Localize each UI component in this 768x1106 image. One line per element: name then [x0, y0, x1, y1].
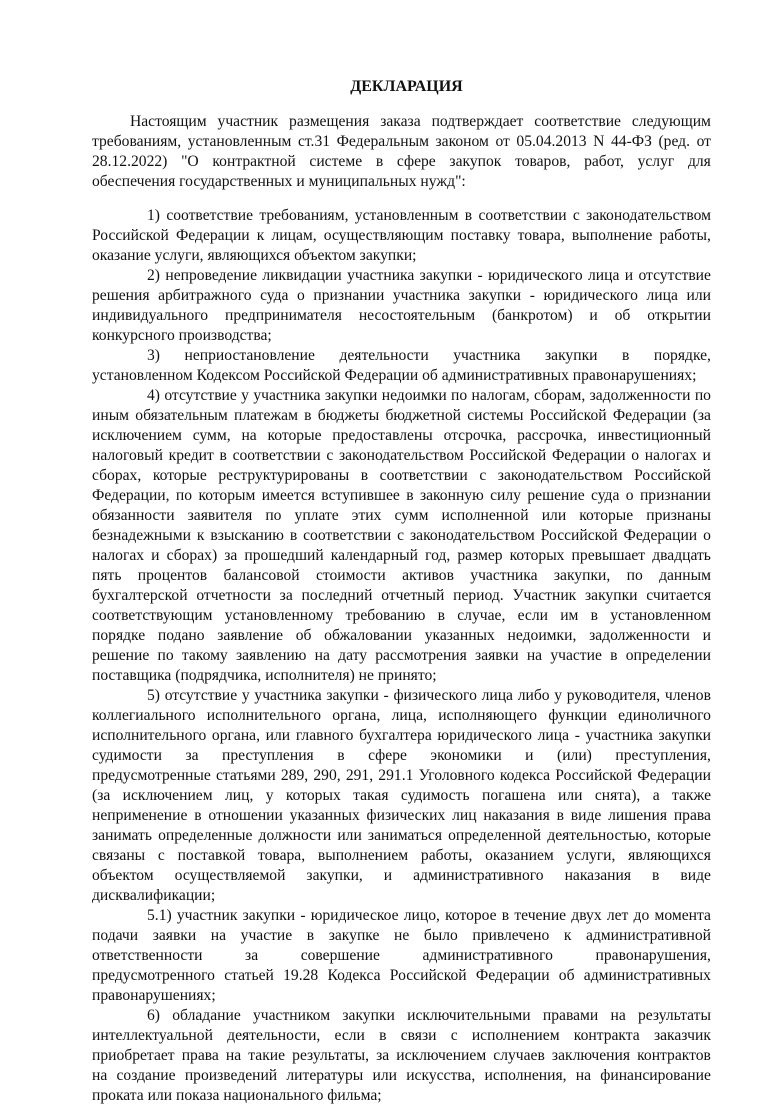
item-5	[92, 686, 711, 906]
text-line: иным обязательным платежам в бюджеты бюджетной системы Российской Федерации (за	[92, 407, 711, 424]
text-line: 5.1) участник закупки - юридическое лицо, которое в течение двух лет до момента	[147, 907, 711, 924]
text-line: предусмотренные статьями 289, 290, 291, 291.1 Уголовного кодекса Российской Федерации	[92, 767, 711, 784]
item-5-1	[92, 906, 711, 1006]
text-line: 2) непроведение ликвидации участника закупки - юридического лица и отсутствие	[147, 267, 711, 284]
document-title: ДЕКЛАРАЦИЯ	[350, 78, 463, 95]
text-line: сборах, которые реструктурированы в соответствии с законодательством Российской	[92, 467, 711, 484]
text-line: безнадежными к взысканию в соответствии с законодательством Российской Федерации о	[92, 527, 711, 544]
text-line: решение по такому заявлению на дату рассмотрения заявки на участие в определении	[92, 647, 711, 664]
text-line: требованиям, установленным ст.31 Федеральным законом от 05.04.2013 N 44-ФЗ (ред. от	[92, 133, 711, 150]
item-2	[92, 266, 711, 346]
text-line: бухгалтерской отчетности за последний отчетный период. Участник закупки считается	[92, 587, 711, 604]
text-line: пять процентов балансовой стоимости активов участника закупки, по данным	[92, 567, 711, 584]
text-line: коллегиального исполнительного органа, лица, исполняющего функции единоличного	[92, 707, 711, 724]
text-line: проката или показа национального фильма;	[92, 1087, 382, 1104]
item-1	[92, 206, 711, 266]
text-line: приобретает права на такие результаты, за исключением случаев заключения контрактов	[92, 1047, 711, 1064]
declaration-page	[92, 76, 711, 1106]
text-line: Федерации, по которым имеется вступившее в законную силу решение суда о признании	[92, 487, 711, 504]
text-line: интеллектуальной деятельности, если в связи с исполнением контракта заказчик	[92, 1027, 711, 1044]
text-line: исполнительного органа, или главного бухгалтера юридического лица - участника закупки	[92, 727, 711, 744]
text-line: поставщика (подрядчика, исполнителя) не принято;	[92, 667, 437, 684]
text-line: решения арбитражного суда о признании участника закупки - юридического лица или	[92, 287, 711, 304]
text-line: Российской Федерации к лицам, осуществляющим поставку товара, выполнение работы,	[92, 227, 711, 244]
text-line: 6) обладание участником закупки исключительными правами на результаты	[147, 1007, 711, 1024]
text-line: налоговый кредит в соответствии с законодательством Российской Федерации о налогах и	[92, 447, 711, 464]
intro-paragraph	[92, 112, 711, 192]
item-6	[92, 1006, 711, 1106]
text-line: индивидуального предпринимателя несостоятельным (банкротом) и об открытии	[92, 307, 711, 324]
text-line: объектом осуществляемой закупки, и административного наказания в виде	[92, 867, 711, 884]
text-line: 5) отсутствие у участника закупки - физического лица либо у руководителя, членов	[147, 687, 711, 704]
text-line: судимости за преступления в сфере экономики и (или) преступления,	[92, 747, 711, 764]
text-line: налогах и сборах) за прошедший календарный год, размер которых превышает двадцать	[92, 547, 711, 564]
text-line: обязанности заявителя по уплате этих сумм исполненной или которые признаны	[92, 507, 711, 524]
text-line: (за исключением лиц, у которых такая судимость погашена или снята), а также	[92, 787, 711, 804]
text-line: соответствующим установленному требованию в случае, если им в установленном	[92, 607, 711, 624]
text-line: занимать определенные должности или заниматься определенной деятельностью, которые	[92, 827, 711, 844]
text-line: предусмотренного статьей 19.28 Кодекса Российской Федерации об административных	[92, 967, 711, 984]
text-line: связаны с поставкой товара, выполнением работы, оказанием услуги, являющихся	[92, 847, 711, 864]
item-4	[92, 386, 711, 686]
text-line: на создание произведений литературы или искусства, исполнения, на финансирование	[92, 1067, 711, 1084]
text-line: 4) отсутствие у участника закупки недоимки по налогам, сборам, задолженности по	[147, 387, 711, 404]
text-line: 28.12.2022) "О контрактной системе в сфере закупок товаров, работ, услуг для	[92, 153, 711, 170]
text-line: 3) неприостановление деятельности участника закупки в порядке,	[147, 347, 711, 364]
text-line: конкурсного производства;	[92, 327, 272, 344]
text-line: исключением сумм, на которые предоставлены отсрочка, рассрочка, инвестиционный	[92, 427, 711, 444]
text-line: неприменение в отношении указанных физических лиц наказания в виде лишения права	[92, 807, 711, 824]
item-3	[92, 346, 711, 386]
text-line: порядке подано заявление об обжаловании указанных недоимки, задолженности и	[92, 627, 711, 644]
text-line: правонарушениях;	[92, 987, 216, 1004]
text-line: дисквалификации;	[92, 887, 216, 904]
text-line: оказание услуги, являющихся объектом закупки;	[92, 247, 417, 264]
text-line: подачи заявки на участие в закупке не было привлечено к административной	[92, 927, 711, 944]
text-line: 1) соответствие требованиям, установленным в соответствии с законодательством	[147, 207, 711, 224]
text-line: Настоящим участник размещения заказа подтверждает соответствие следующим	[130, 113, 711, 130]
text-line: ответственности за совершение административного правонарушения,	[92, 947, 711, 964]
text-line: обеспечения государственных и муниципальных нужд":	[92, 173, 466, 190]
spacer	[92, 192, 711, 206]
text-line: установленном Кодексом Российской Федерации об административных правонарушениях;	[92, 367, 697, 384]
